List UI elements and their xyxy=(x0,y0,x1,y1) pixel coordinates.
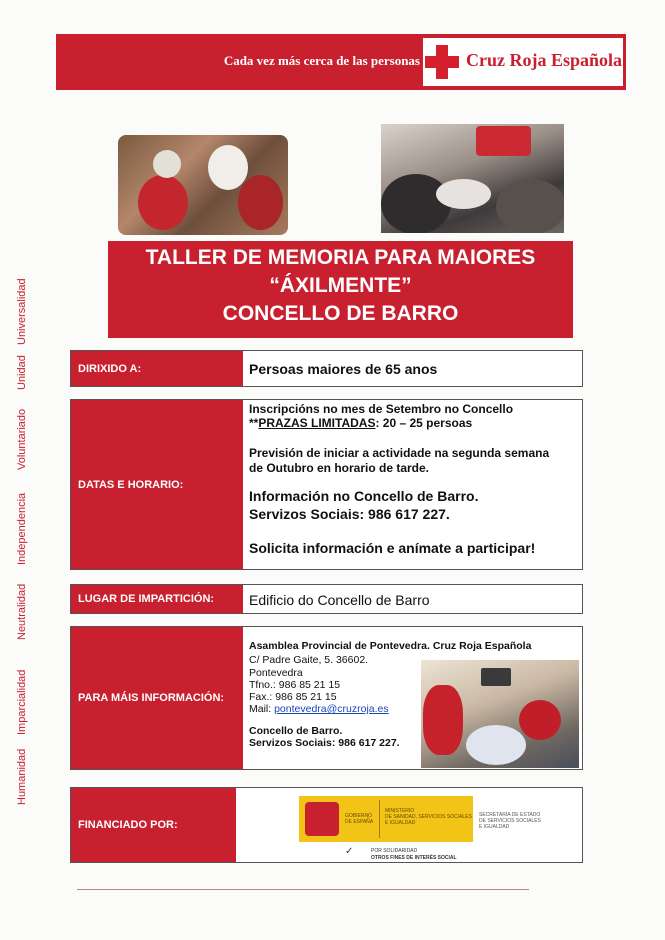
mais-org: Asamblea Provincial de Pontevedra. Cruz Roja Española xyxy=(249,640,532,652)
gobierno-logo xyxy=(299,796,473,842)
logo-separator xyxy=(379,800,380,838)
label-financiado: FINANCIADO POR: xyxy=(71,788,236,862)
sol-text-1: POR SOLIDARIDAD xyxy=(371,848,418,854)
side-value: Humanidad xyxy=(16,748,28,805)
min-text-1: MINISTERIO xyxy=(385,808,415,814)
photo-workshop-right xyxy=(381,124,564,233)
brand-name: Cruz Roja Española xyxy=(466,50,623,70)
title-line-3: CONCELLO DE BARRO xyxy=(222,302,459,325)
label-datas: DATAS E HORARIO: xyxy=(71,400,243,569)
datas-line-5: Información no Concello de Barro. xyxy=(249,488,479,504)
sec-text-2: DE SERVICIOS SOCIALES xyxy=(479,818,541,824)
datas-line-7: Solicita información e anímate a participar! xyxy=(249,540,536,556)
slogan: Cada vez más cerca de las personas xyxy=(223,53,420,68)
prazas-limitadas: PRAZAS LIMITADAS xyxy=(258,416,376,430)
min-text-2: DE SANIDAD, SERVICIOS SOCIALES xyxy=(385,814,472,820)
mais-addr-1: C/ Padre Gaite, 5. 36602. xyxy=(249,654,369,666)
datas-line-2 xyxy=(249,416,472,430)
datas-line-6: Servizos Sociais: 986 617 227. xyxy=(249,506,450,522)
row-lugar xyxy=(70,584,583,614)
row-dirixido xyxy=(70,350,583,387)
side-value: Voluntariado xyxy=(16,408,28,470)
side-values xyxy=(8,45,38,805)
datas-line-1: Inscripcións no mes de Setembro no Concello xyxy=(249,402,514,416)
mail-link[interactable]: pontevedra@cruzroja.es xyxy=(274,703,389,715)
datas-line-3: Previsión de iniciar a actividade na segunda semana xyxy=(249,446,550,460)
photo-volunteers xyxy=(421,660,579,768)
sec-text-3: E IGUALDAD xyxy=(479,824,510,830)
min-text-3: E IGUALDAD xyxy=(385,820,416,826)
spain-crest-icon xyxy=(305,802,339,836)
footer-divider xyxy=(77,889,529,890)
sec-text-1: SECRETARÍA DE ESTADO xyxy=(479,812,541,818)
value-lugar: Edificio do Concello de Barro xyxy=(249,592,430,608)
side-value: Imparcialidad xyxy=(16,669,28,735)
mais-org-2: Concello de Barro. xyxy=(249,725,343,737)
label-mais: PARA MÁIS INFORMACIÓN: xyxy=(71,627,243,769)
label-lugar: LUGAR DE IMPARTICIÓN: xyxy=(71,585,243,613)
side-value: Independencia xyxy=(16,492,28,565)
title-line-1: TALLER DE MEMORIA PARA MAIORES xyxy=(145,246,536,269)
gob-text-1: GOBIERNO xyxy=(345,813,372,819)
side-value: Universalidad xyxy=(16,278,28,345)
label-dirixido: DIRIXIDO A: xyxy=(71,351,243,386)
datas-line-2-prefix: ** xyxy=(249,416,259,430)
photo-workshop-left xyxy=(118,135,288,235)
datas-line-4: de Outubro en horario de tarde. xyxy=(249,461,430,475)
mais-mail-line xyxy=(249,703,389,715)
mais-org-2-line: Servizos Sociais: 986 617 227. xyxy=(249,737,400,749)
check-icon: ✓ xyxy=(345,846,354,857)
side-value: Neutralidad xyxy=(16,583,28,640)
mais-fax: Fax.: 986 85 21 15 xyxy=(249,691,337,703)
mais-mail-label: Mail: xyxy=(249,703,275,715)
gob-text-2: DE ESPAÑA xyxy=(345,819,374,825)
datas-line-2-suffix: : 20 – 25 persoas xyxy=(375,416,473,430)
mais-addr-2: Pontevedra xyxy=(249,667,303,679)
row-datas-horario xyxy=(70,399,583,570)
title-line-2: “ÁXILMENTE” xyxy=(269,274,412,297)
sol-text-2: OTROS FINES DE INTERÉS SOCIAL xyxy=(371,855,457,861)
side-value: Unidad xyxy=(16,355,28,390)
row-mais-informacion xyxy=(70,626,583,770)
row-financiado xyxy=(70,787,583,863)
title-block xyxy=(108,241,573,338)
red-cross-icon-bar xyxy=(425,56,459,68)
value-dirixido: Persoas maiores de 65 anos xyxy=(249,361,438,377)
mais-tel: Tfno.: 986 85 21 15 xyxy=(249,679,341,691)
